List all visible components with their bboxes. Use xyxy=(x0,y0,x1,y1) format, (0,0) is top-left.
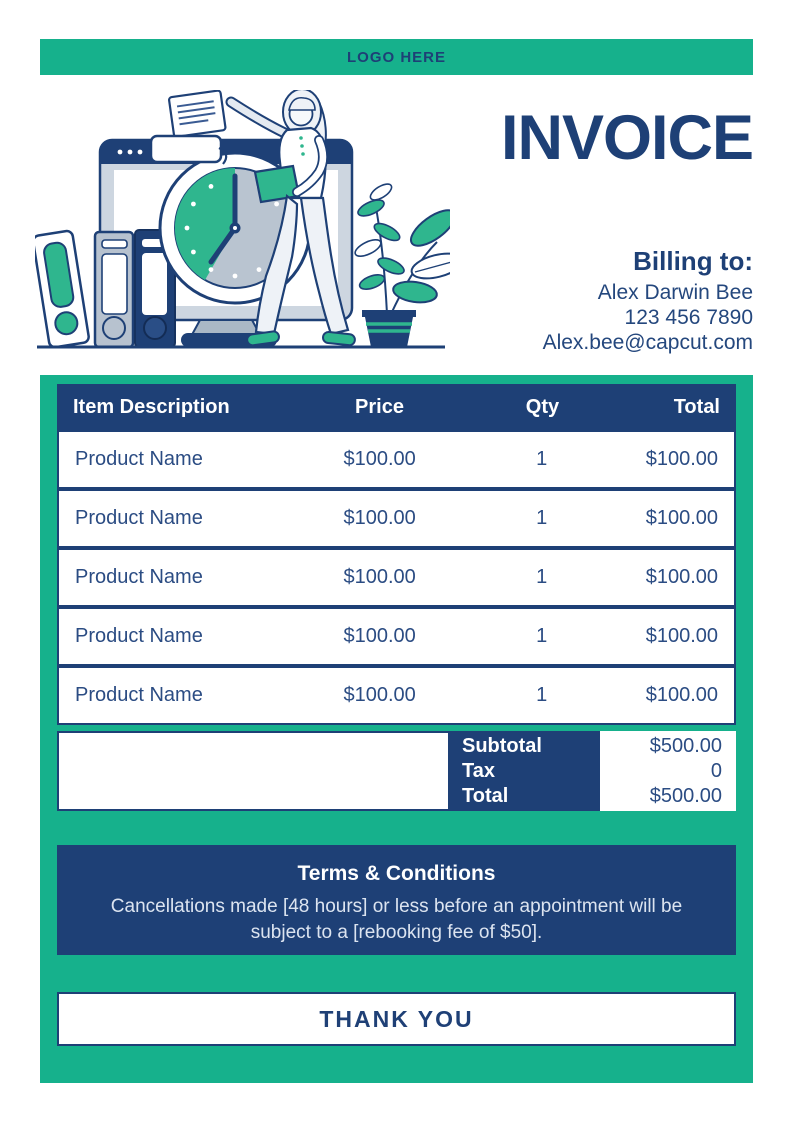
cell-price: $100.00 xyxy=(343,625,416,647)
col-header-total: Total xyxy=(673,395,720,418)
cell-item: Product Name xyxy=(75,566,203,588)
tax-label: Tax xyxy=(462,760,495,782)
cell-qty: 1 xyxy=(536,448,548,470)
table-row xyxy=(57,607,736,666)
logo-bar xyxy=(40,39,753,75)
billing-block xyxy=(543,246,753,355)
page-title: INVOICE xyxy=(500,103,753,173)
cell-price: $100.00 xyxy=(343,566,416,588)
summary-section xyxy=(57,731,736,811)
items-table xyxy=(57,384,736,811)
col-header-item: Item Description xyxy=(73,395,230,418)
thank-you-text: THANK YOU xyxy=(319,1005,474,1032)
cell-total: $100.00 xyxy=(645,507,718,529)
cell-price: $100.00 xyxy=(343,684,416,706)
invoice-body-panel xyxy=(40,375,753,1083)
subtotal-label: Subtotal xyxy=(462,735,542,757)
total-label: Total xyxy=(462,785,509,807)
summary-spacer xyxy=(57,731,450,811)
cell-qty: 1 xyxy=(536,566,548,588)
billing-phone: 123 456 7890 xyxy=(624,306,753,329)
table-header-row xyxy=(57,384,736,430)
invoice-illustration xyxy=(35,90,450,352)
cell-price: $100.00 xyxy=(343,507,416,529)
table-row xyxy=(57,430,736,489)
summary-labels xyxy=(450,731,600,811)
billing-label: Billing to: xyxy=(633,246,753,276)
billing-name: Alex Darwin Bee xyxy=(597,281,753,304)
cell-total: $100.00 xyxy=(645,684,718,706)
cell-total: $100.00 xyxy=(645,625,718,647)
plant-icon xyxy=(353,181,450,347)
cell-item: Product Name xyxy=(75,507,203,529)
cell-total: $100.00 xyxy=(645,448,718,470)
binders-icon xyxy=(35,230,175,348)
col-header-price: Price xyxy=(355,395,404,418)
total-value: $500.00 xyxy=(649,785,722,807)
summary-values xyxy=(600,731,736,811)
table-row xyxy=(57,666,736,725)
table-row xyxy=(57,548,736,607)
cell-item: Product Name xyxy=(75,684,203,706)
cell-qty: 1 xyxy=(536,684,548,706)
cell-item: Product Name xyxy=(75,448,203,470)
cell-qty: 1 xyxy=(536,625,548,647)
table-row xyxy=(57,489,736,548)
printer-document-icon xyxy=(151,90,226,164)
cell-item: Product Name xyxy=(75,625,203,647)
thank-you-banner xyxy=(57,992,736,1046)
tax-value: 0 xyxy=(710,760,722,782)
cell-price: $100.00 xyxy=(343,448,416,470)
col-header-qty: Qty xyxy=(525,395,560,418)
logo-placeholder-text: LOGO HERE xyxy=(346,48,446,66)
cell-total: $100.00 xyxy=(645,566,718,588)
subtotal-value: $500.00 xyxy=(649,735,722,757)
terms-section xyxy=(57,845,736,955)
cell-qty: 1 xyxy=(536,507,548,529)
billing-email: Alex.bee@capcut.com xyxy=(542,331,753,354)
terms-title: Terms & Conditions xyxy=(297,862,496,885)
terms-body: Cancellations made [48 hours] or less before an appointment will be subject to a [rebooking fee of $50]. xyxy=(110,896,683,943)
